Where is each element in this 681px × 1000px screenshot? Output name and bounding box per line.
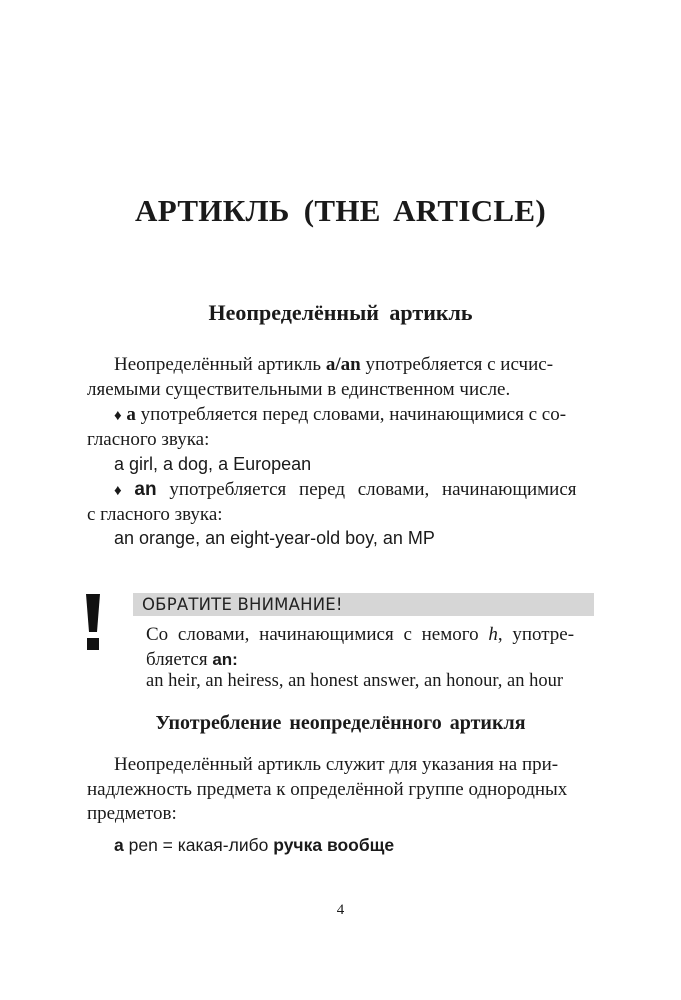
rule-a-examples: a girl, a dog, a European	[114, 454, 312, 474]
note-line-1	[146, 622, 595, 647]
usage-example-bold: ручка вообще	[273, 835, 395, 855]
usage-example	[114, 833, 394, 858]
note-examples: an heir, an heiress, an honest answer, an honour, an hour	[146, 671, 563, 691]
intro-paragraph	[114, 352, 595, 377]
note-article: an:	[212, 650, 238, 669]
usage-example-article: a	[114, 835, 124, 855]
rule-an-examples: an orange, an eight-year-old boy, an MP	[114, 528, 435, 548]
rule-an-article: an	[134, 479, 157, 500]
note-text-1b: , употре-	[497, 624, 575, 645]
rule-a-line-2: гласного звука:	[87, 429, 210, 450]
bullet-icon: ♦	[114, 408, 122, 424]
intro-text-1: Неопределённый артикль	[114, 354, 322, 375]
rule-an-text-1: употребляется перед словами, начинающимися	[169, 479, 577, 500]
note-text-1: Со словами, начинающимися с немого	[146, 624, 479, 645]
rule-a-article: a	[126, 404, 136, 425]
usage-line-1: Неопределённый артикль служит для указания на при-	[114, 754, 559, 775]
exclamation-icon	[82, 592, 104, 652]
note-label: ОБРАТИТЕ ВНИМАНИЕ!	[142, 595, 343, 614]
bullet-icon: ♦	[114, 483, 122, 499]
intro-line-2: ляемыми существительными в единственном числе.	[87, 379, 511, 400]
rule-a-text-1: употребляется перед словами, начинающимися с со-	[140, 404, 567, 425]
usage-line-2: надлежность предмета к определённой группе однородных	[87, 779, 568, 800]
page-number: 4	[336, 902, 345, 918]
rule-an-line-1	[114, 477, 595, 504]
rule-a-line-1	[114, 402, 595, 429]
intro-article: a/an	[325, 354, 361, 375]
note-letter: h	[488, 624, 498, 645]
section-heading: Неопределённый артикль	[208, 300, 473, 325]
rule-an-line-2: с гласного звука:	[87, 504, 223, 525]
usage-example-word: pen = какая-либо	[128, 835, 269, 855]
usage-heading: Употребление неопределённого артикля	[155, 712, 526, 734]
page-title: АРТИКЛЬ (THE ARTICLE)	[135, 193, 546, 228]
note-text-2: бляется	[146, 649, 208, 670]
intro-text-2: употребляется с исчис-	[365, 354, 554, 375]
usage-line-3: предметов:	[87, 803, 177, 824]
